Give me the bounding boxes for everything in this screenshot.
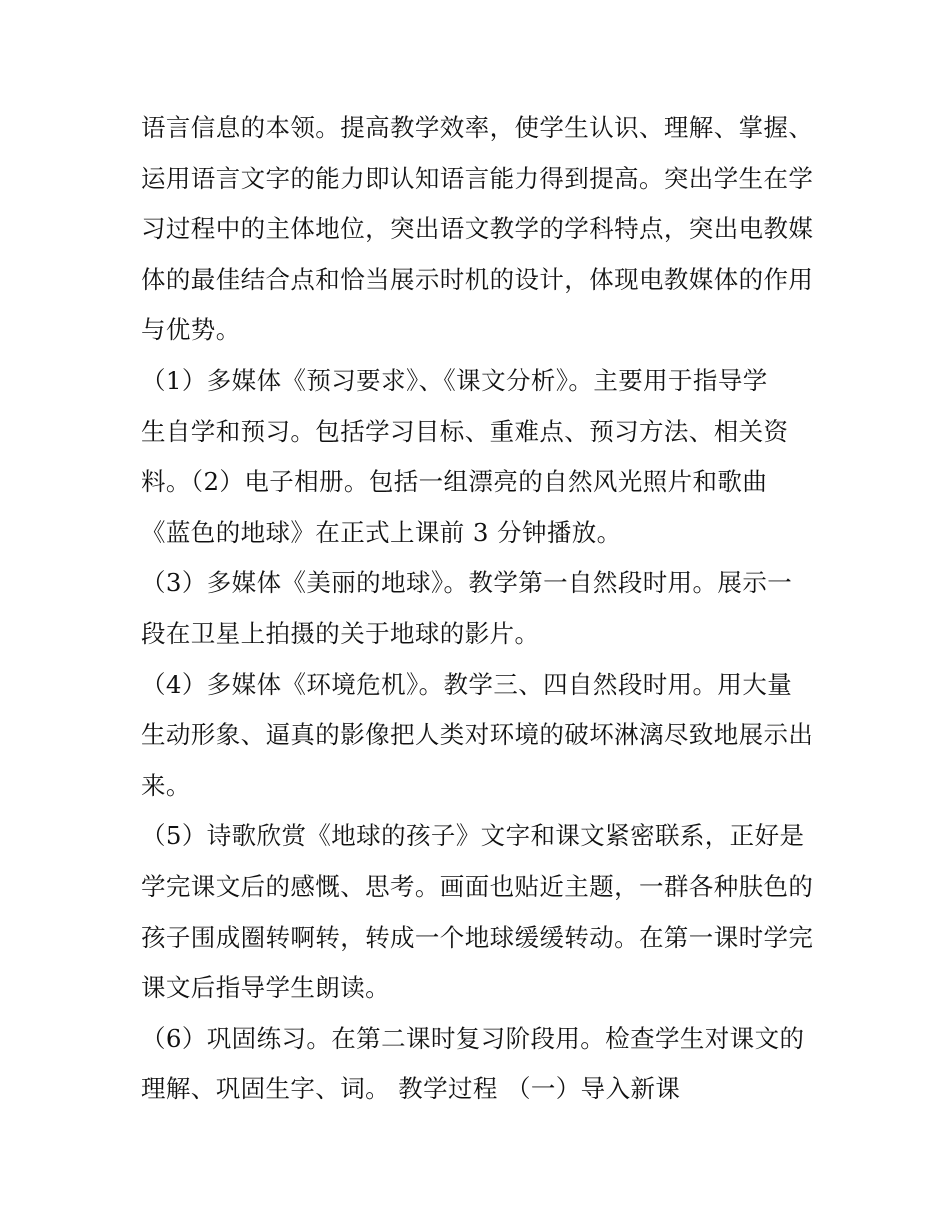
paragraph-item-1-2 bbox=[141, 356, 821, 558]
text-line: （3）多媒体《美丽的地球》。教学第一自然段时用。展示一 bbox=[141, 568, 793, 598]
text-line: 料。（2）电子相册。包括一组漂亮的自然风光照片和歌曲 bbox=[141, 467, 768, 497]
text-line: 学完课文后的感慨、思考。画面也贴近主题，一群各种肤色的 bbox=[141, 871, 814, 901]
text-line: （5）诗歌欣赏《地球的孩子》文字和课文紧密联系，正好是 bbox=[141, 821, 805, 851]
text-line: （4）多媒体《环境危机》。教学三、四自然段时用。用大量 bbox=[141, 669, 793, 699]
text-line: 课文后指导学生朗读。 bbox=[141, 973, 390, 1003]
text-line: 孩子围成圈转啊转，转成一个地球缓缓转动。在第一课时学完 bbox=[141, 922, 814, 952]
text-line: 生自学和预习。包括学习目标、重难点、预习方法、相关资 bbox=[141, 416, 789, 446]
text-line: 与优势。 bbox=[141, 315, 241, 345]
text-line: 体的最佳结合点和恰当展示时机的设计，体现电教媒体的作用 bbox=[141, 264, 814, 294]
text-line: （6）巩固练习。在第二课时复习阶段用。检查学生对课文的 bbox=[141, 1023, 805, 1053]
text-line: （1）多媒体《预习要求》、《课文分析》。主要用于指导学 bbox=[141, 365, 768, 395]
paragraph-item-5 bbox=[141, 811, 821, 1013]
text-line: 生动形象、逼真的影像把人类对环境的破坏淋漓尽致地展示出 bbox=[141, 720, 814, 750]
text-line: 来。 bbox=[141, 770, 191, 800]
text-line: 理解、巩固生字、词。 教学过程 （一）导入新课 bbox=[141, 1074, 681, 1104]
text-line: 段在卫星上拍摄的关于地球的影片。 bbox=[141, 618, 540, 648]
paragraph-item-4 bbox=[141, 660, 821, 812]
text-line: 运用语言文字的能力即认知语言能力得到提高。突出学生在学 bbox=[141, 163, 814, 193]
text-line: 习过程中的主体地位，突出语文教学的学科特点，突出电教媒 bbox=[141, 214, 814, 244]
paragraph-item-3 bbox=[141, 558, 821, 659]
text-line: 《蓝色的地球》在正式上课前 3 分钟播放。 bbox=[141, 517, 622, 547]
text-line: 语言信息的本领。提高教学效率，使学生认识、理解、掌握、 bbox=[141, 113, 814, 142]
paragraph-item-6 bbox=[141, 1014, 821, 1115]
paragraph-intro bbox=[141, 103, 821, 356]
document-body bbox=[141, 103, 821, 1115]
